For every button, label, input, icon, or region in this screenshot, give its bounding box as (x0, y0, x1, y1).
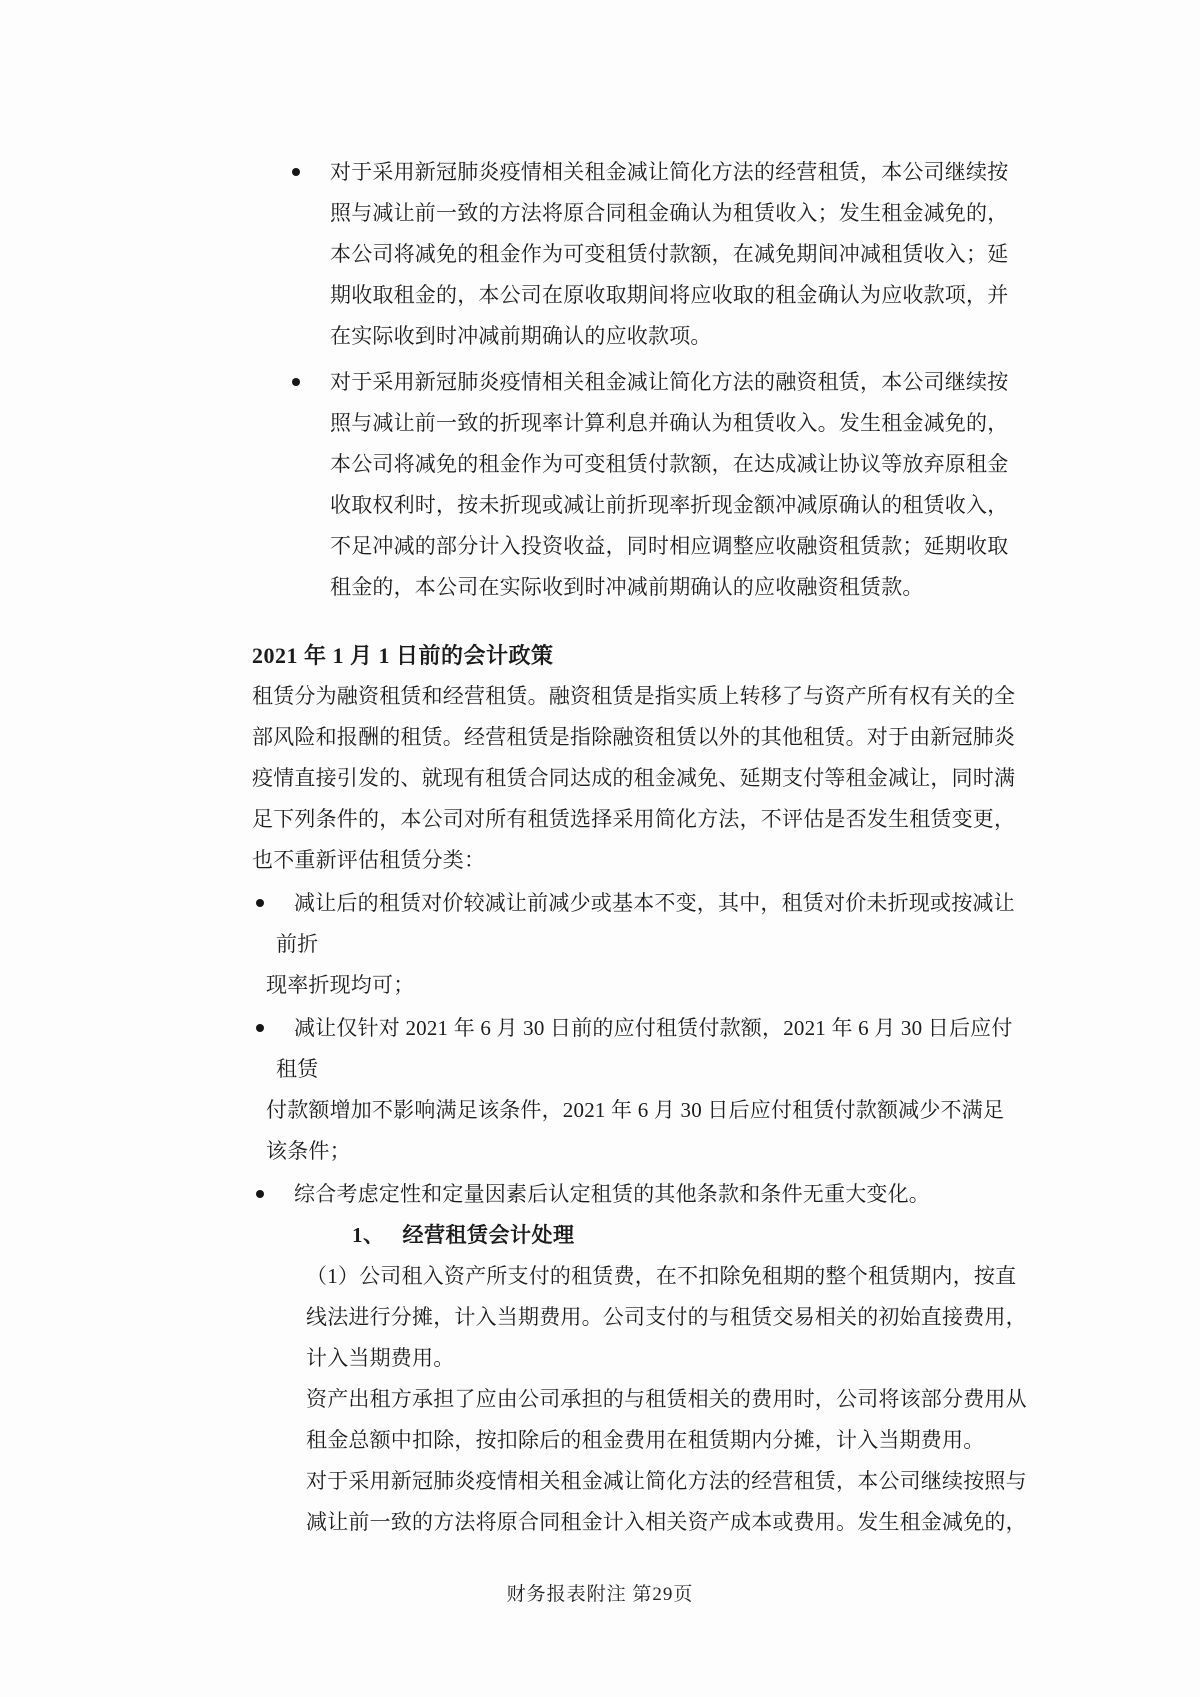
text-line: 综合考虑定性和定量因素后认定租赁的其他条款和条件无重大变化。 (294, 1182, 930, 1206)
text-line: 对于采用新冠肺炎疫情相关租金减让简化方法的经营租赁，本公司继续按 (330, 160, 1009, 184)
text-line: 收取权利时，按未折现或减让前折现率折现金额冲减原确认的租赁收入， (330, 493, 1009, 517)
text-line: 计入当期费用。 (306, 1346, 455, 1370)
text-line: 租赁分为融资租赁和经营租赁。融资租赁是指实质上转移了与资产所有权有关的全 (252, 684, 1016, 708)
bullet-text (330, 362, 1008, 608)
bullet-item (292, 362, 1200, 608)
text-line: 现率折现均可； (266, 973, 415, 997)
text-line: 该条件； (266, 1139, 351, 1163)
text-line: 前折 (276, 932, 319, 956)
covid-rent-concession-bullets (292, 152, 1200, 608)
text-line: 线法进行分摊，计入当期费用。公司支付的与租赁交易相关的初始直接费用， (306, 1305, 1027, 1329)
text-line: 照与减让前一致的折现率计算利息并确认为租赁收入。发生租金减免的， (330, 411, 1009, 435)
text-line: 租金的，本公司在实际收到时冲减前期确认的应收融资租赁款。 (330, 575, 924, 599)
subsection-heading-operating-lease (352, 1215, 1200, 1256)
text-line: 部风险和报酬的租赁。经营租赁是指除融资租赁以外的其他租赁。对于由新冠肺炎 (252, 725, 1016, 749)
operating-lease-paragraph (306, 1256, 1200, 1543)
bullet-icon (256, 1190, 264, 1198)
text-line: 不足冲减的部分计入投资收益，同时相应调整应收融资租赁款；延期收取 (330, 534, 1009, 558)
text-line: 租金总额中扣除，按扣除后的租金费用在租赁期内分摊，计入当期费用。 (306, 1428, 985, 1452)
bullet-icon (256, 1024, 264, 1032)
policy-intro-paragraph (252, 676, 1200, 881)
subsection-label: 经营租赁会计处理 (402, 1223, 575, 1247)
text-line: 减让前一致的方法将原合同租金计入相关资产成本或费用。发生租金减免的， (306, 1510, 1027, 1534)
condition-item (0, 1174, 1200, 1215)
text-line: 资产出租方承担了应由公司承担的与租赁相关的费用时，公司将该部分费用从 (306, 1387, 1027, 1411)
page-footer: 财务报表附注 第29页 (506, 1584, 694, 1605)
bullet-icon (292, 378, 300, 386)
text-line: 照与减让前一致的方法将原合同租金确认为租赁收入；发生租金减免的， (330, 201, 1009, 225)
text-line: 足下列条件的，本公司对所有租赁选择采用简化方法，不评估是否发生租赁变更， (252, 807, 1016, 831)
text-line: 对于采用新冠肺炎疫情相关租金减让简化方法的经营租赁，本公司继续按照与 (306, 1469, 1027, 1493)
bullet-item (292, 152, 1200, 357)
condition-main (256, 1174, 1200, 1215)
condition-main (256, 1008, 1200, 1090)
condition-text (276, 883, 1015, 965)
text-line: 也不重新评估租赁分类： (252, 848, 486, 872)
condition-item (0, 883, 1200, 1006)
bullet-icon (292, 168, 300, 176)
condition-main (256, 883, 1200, 965)
condition-text (276, 1008, 1013, 1090)
text-line: 期收取租金的，本公司在原收取期间将应收取的租金确认为应收款项，并 (330, 283, 1009, 307)
text-line: 本公司将减免的租金作为可变租赁付款额，在达成减让协议等放弃原租金 (330, 452, 1009, 476)
text-line: 减让仅针对 2021 年 6 月 30 日前的应付租赁付款额，2021 年 6 月 30 日后应付 (294, 1016, 1013, 1040)
bullet-icon (256, 899, 264, 907)
text-line: 租赁 (276, 1057, 319, 1081)
text-line: 本公司将减免的租金作为可变租赁付款额，在减免期间冲减租赁收入；延 (330, 242, 1009, 266)
condition-text (294, 1174, 930, 1215)
subsection-number: 1、 (352, 1223, 385, 1247)
section-heading-pre-2021-policy: 2021 年 1 月 1 日前的会计政策 (252, 643, 554, 668)
text-line: 疫情直接引发的、就现有租赁合同达成的租金减免、延期支付等租金减让，同时满 (252, 766, 1016, 790)
text-line: 对于采用新冠肺炎疫情相关租金减让简化方法的融资租赁，本公司继续按 (330, 370, 1009, 394)
text-line: 减让后的租赁对价较减让前减少或基本不变，其中，租赁对价未折现或按减让 (294, 891, 1015, 915)
bullet-text (330, 152, 1008, 357)
text-line: （1）公司租入资产所支付的租赁费，在不扣除免租期的整个租赁期内，按直 (306, 1264, 1017, 1288)
condition-item (0, 1008, 1200, 1172)
text-line: 付款额增加不影响满足该条件，2021 年 6 月 30 日后应付租赁付款额减少不满足 (266, 1098, 1005, 1122)
simplified-method-conditions (0, 883, 1200, 1215)
text-line: 在实际收到时冲减前期确认的应收款项。 (330, 324, 712, 348)
